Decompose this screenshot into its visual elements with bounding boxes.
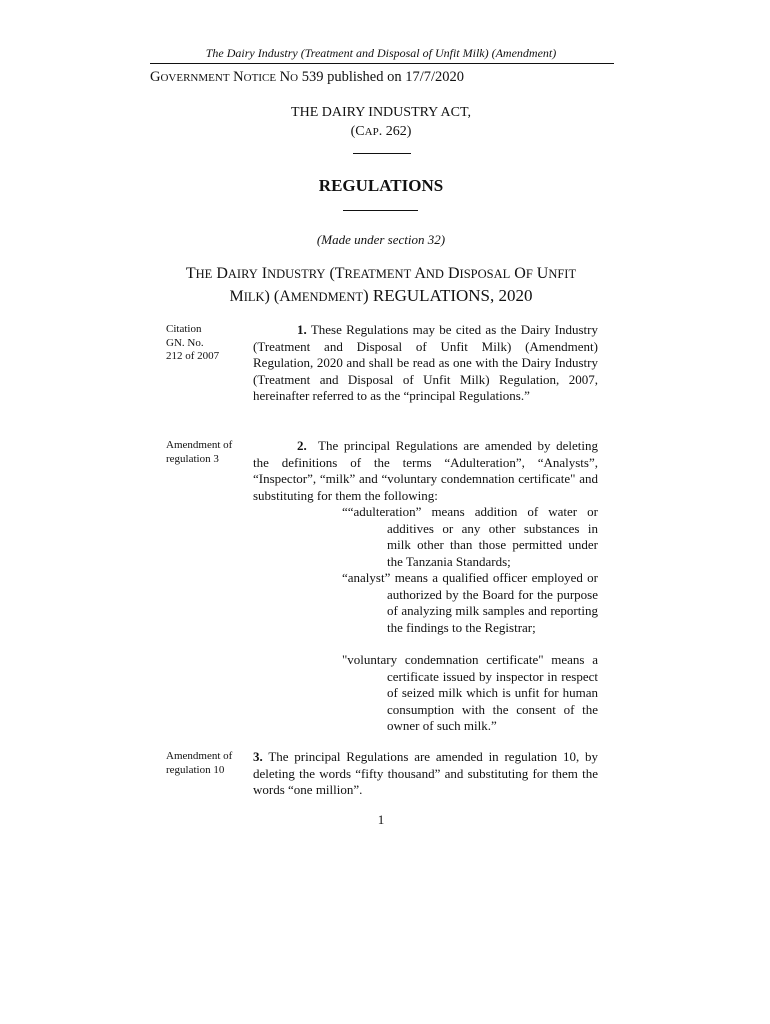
notice-gov-rest: OVERNMENT	[160, 72, 230, 84]
section-body: The principal Regulations are amended by deleting the definitions of the terms “Adulteration”, “Analysts”, “Inspector”, “milk” and “voluntary condemnation certificate" and substituting for them the following:	[253, 438, 598, 503]
act-divider	[353, 153, 411, 154]
running-header: The Dairy Industry (Treatment and Disposal of Unfit Milk) (Amendment)	[205, 46, 557, 60]
margin-note-amendment-reg-3: Amendment of regulation 3	[166, 439, 233, 465]
title-word: (TREATMENT	[329, 265, 412, 282]
act-cap-rest: . 262)	[378, 124, 412, 139]
main-title-line-1	[150, 263, 612, 285]
margin-note-amendment-reg-10: Amendment of regulation 10	[166, 750, 233, 776]
definition-voluntary-condemnation-certificate: "voluntary condemnation certificate" means a certificate issued by inspector in respect of seized milk which is unfit for human consumption with the consent of the owner of such milk.”	[342, 652, 598, 733]
act-cap-open: (C	[350, 124, 365, 139]
main-title-line-2: MILK) (AMENDMENT) REGULATIONS, 2020	[229, 286, 533, 305]
definition-analyst: “analyst” means a qualified officer employed or authorized by the Board for the purpose of analyzing milk samples and reporting the findings to the Registrar;	[342, 570, 598, 635]
act-title: THE DAIRY INDUSTRY ACT,	[291, 105, 471, 120]
notice-notice-initial: N	[233, 69, 244, 85]
title-word: OF	[514, 265, 533, 282]
section-2-text	[253, 438, 598, 504]
title-word: THE	[185, 265, 213, 282]
title-word: AND	[414, 265, 444, 282]
title-word: DAIRY	[216, 265, 258, 282]
header-rule	[150, 63, 614, 64]
regulation-main-title	[150, 263, 612, 308]
regulations-heading: REGULATIONS	[318, 176, 444, 195]
page-number: 1	[377, 812, 385, 827]
made-under-section: (Made under section 32)	[316, 232, 446, 247]
section-number: 1.	[297, 322, 307, 337]
section-number: 3.	[253, 749, 263, 764]
act-cap	[150, 123, 612, 141]
government-notice	[150, 68, 464, 87]
notice-number-text: 539 published on 17/7/2020	[301, 69, 465, 85]
title-word: DISPOSAL	[447, 265, 511, 282]
section-3-text	[253, 749, 598, 799]
definition-adulteration: ““adulteration” means addition of water or additives or any other substances in milk other than those permitted under the Tanzania Standards;	[342, 504, 598, 569]
section-body: The principal Regulations are amended in regulation 10, by deleting the words “fifty thousand” and substituting for them the words “one million”.	[253, 749, 598, 797]
section-number: 2.	[297, 438, 307, 453]
regulations-divider	[343, 210, 418, 211]
notice-no-initial: N	[279, 69, 291, 85]
title-word: UNFIT	[536, 265, 577, 282]
notice-gov-initial: G	[150, 69, 161, 85]
title-word: INDUSTRY	[261, 265, 326, 282]
notice-notice-rest: OTICE	[243, 72, 277, 84]
section-1-text	[253, 322, 598, 405]
act-cap-small: AP	[364, 126, 379, 138]
margin-note-citation: Citation GN. No. 212 of 2007	[166, 323, 220, 362]
notice-no-rest: O	[290, 72, 299, 84]
section-body: These Regulations may be cited as the Dairy Industry (Treatment and Disposal of Unfit Milk) (Amendment) Regulation, 2020 and shall be read as one with the Dairy Industry (Treatment and Disposal of Unfit Milk) Regulation, 2007, hereinafter referred to as the “principal Regulations.”	[253, 322, 599, 403]
